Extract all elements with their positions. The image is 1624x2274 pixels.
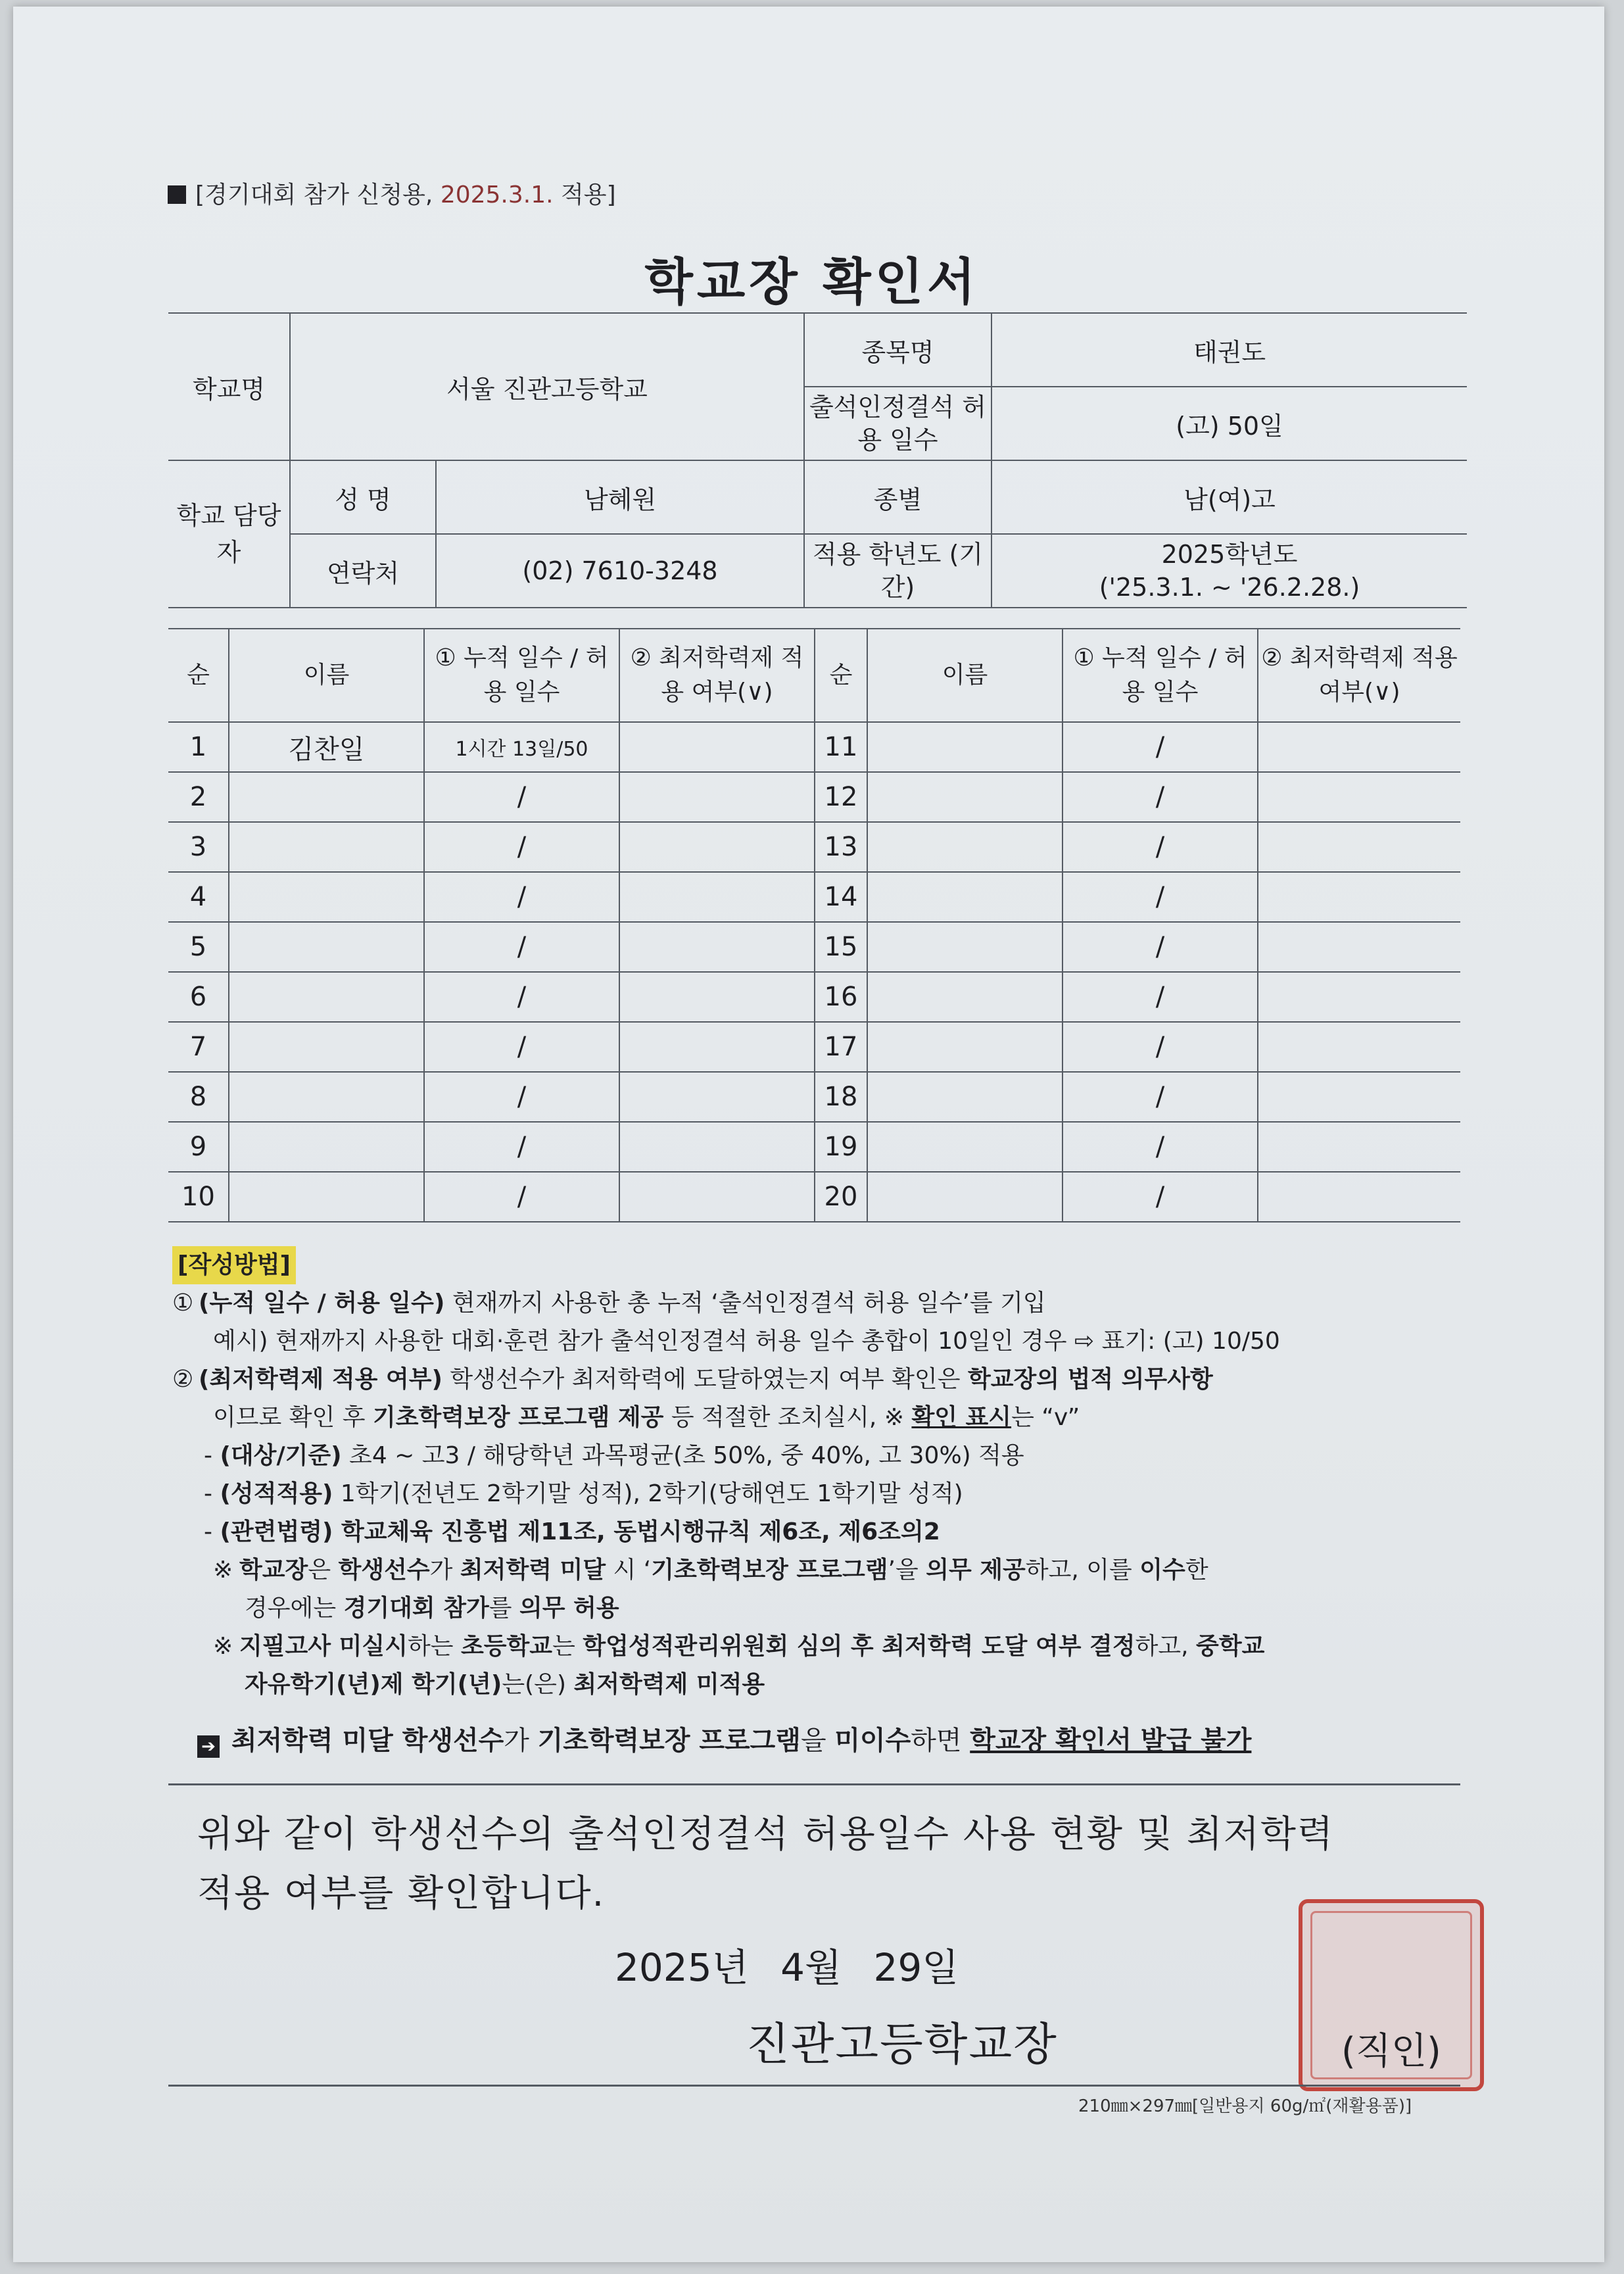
row-no: 11 xyxy=(815,722,867,772)
sport-label: 종목명 xyxy=(804,313,991,387)
row-no: 7 xyxy=(168,1022,229,1072)
row-min xyxy=(1258,1122,1460,1172)
row-days: / xyxy=(1063,1172,1258,1222)
row-name xyxy=(229,1022,424,1072)
row-min xyxy=(1258,1172,1460,1222)
writing-instructions: [작성방법] ① (누적 일수 / 허용 일수) 현재까지 사용한 총 누적 ‘출석인정결석 허용 일수’를 기입 예시) 현재까지 사용한 대회·훈련 참가 출석인정결석 허용 일수 총합이 10일인 경우 ⇨ 표기: (고) 10/50 ② (최저학력제 적용 여부) 학생선수가 최저학력에 도달하였는지 여부 확인은 학교장의 법적 의무사항 이므로 확인 후 기초학력보장 프로그램 제공 등 적절한 조치실시, ※ 확인 표시는 “v” - (대상/기준) 초4 ~ 고3 / 해당학년 과목평균(초 50%, 중 40%, 고 30%) 적용 - (성적적용) 1학기(전년도 2학기말 성적), 2학기(당해연도 1학기말 성적) - (관련법령) 학교체육 진흥법 제11조, 동법시행규칙 제6조, 제6조의2 ※ 학교장은 학생선수가 최저학력 미달 시 ‘기초학력보장 프로그램’을 의무 제공하고, 이를 이수한 경우에는 경기대회 참가를 의무 허용 ※ 지필고사 미실시하는 초등학교는 학업성적관리위원회 심의 후 최저학력 도달 여부 결정하고, 중학교 자유학기(년)제 학기(년)는(은) 최저학력제 미적용 xyxy=(172,1246,1461,1704)
square-bullet-icon xyxy=(168,185,186,204)
row-no: 3 xyxy=(168,822,229,872)
table-row xyxy=(168,872,1460,922)
issue-date: 2025년 4월 29일 xyxy=(615,1945,959,1990)
row-no: 13 xyxy=(815,822,867,872)
row-no: 17 xyxy=(815,1022,867,1072)
table-row xyxy=(168,772,1460,822)
row-no: 2 xyxy=(168,772,229,822)
confirmation-statement: 위와 같이 학생선수의 출석인정결석 허용일수 사용 현황 및 최저학력 적용 여부를 확인합니다. xyxy=(197,1813,1335,1915)
manager-label: 학교 담당자 xyxy=(168,460,290,608)
row-name xyxy=(867,1172,1063,1222)
row-days: / xyxy=(1063,1122,1258,1172)
header-no: 순 xyxy=(815,629,867,722)
header-no: 순 xyxy=(168,629,229,722)
row-name xyxy=(229,772,424,822)
row-min xyxy=(619,722,815,772)
final-notice: ➔ 최저학력 미달 학생선수가 기초학력보장 프로그램을 미이수하면 학교장 확인서 발급 불가 xyxy=(197,1720,1251,1758)
row-days: / xyxy=(424,922,619,972)
arrow-right-icon: ➔ xyxy=(197,1735,220,1758)
table-row xyxy=(168,1172,1460,1222)
header-date: 2025.3.1. xyxy=(440,181,554,208)
row-name xyxy=(229,1172,424,1222)
row-no: 9 xyxy=(168,1122,229,1172)
row-days: / xyxy=(1063,822,1258,872)
divider xyxy=(168,2085,1460,2087)
student-table-header xyxy=(168,629,1460,722)
row-min xyxy=(1258,972,1460,1022)
paper-spec-footer: 210㎜×297㎜[일반용지 60g/㎡(재활용품)] xyxy=(1078,2096,1412,2116)
row-no: 19 xyxy=(815,1122,867,1172)
instructions-tag: [작성방법] xyxy=(172,1246,296,1284)
seal-label: (직인) xyxy=(1341,2030,1441,2073)
row-min xyxy=(619,1072,815,1122)
row-min xyxy=(1258,722,1460,772)
table-row xyxy=(168,722,1460,772)
row-min xyxy=(1258,1072,1460,1122)
row-name xyxy=(229,1072,424,1122)
row-days: / xyxy=(1063,922,1258,972)
row-min xyxy=(619,972,815,1022)
row-no: 8 xyxy=(168,1072,229,1122)
row-name xyxy=(867,772,1063,822)
row-name xyxy=(229,872,424,922)
table-row xyxy=(168,1122,1460,1172)
row-min xyxy=(619,922,815,972)
year-cell xyxy=(991,534,1467,608)
row-days: / xyxy=(1063,972,1258,1022)
header-min-academic: ② 최저학력제 적용 여부(∨) xyxy=(619,629,815,722)
row-days: 1시간 13일/50 xyxy=(424,722,619,772)
row-name xyxy=(867,1022,1063,1072)
row-days: / xyxy=(424,1122,619,1172)
table-row xyxy=(168,922,1460,972)
row-name xyxy=(229,972,424,1022)
row-name xyxy=(867,872,1063,922)
header-name: 이름 xyxy=(229,629,424,722)
row-no: 1 xyxy=(168,722,229,772)
row-no: 14 xyxy=(815,872,867,922)
page-title: 학교장 확인서 xyxy=(644,253,980,311)
table-row xyxy=(168,1072,1460,1122)
row-days: / xyxy=(424,872,619,922)
year-label: 적용 학년도 (기간) xyxy=(804,534,991,608)
table-row xyxy=(168,972,1460,1022)
school-value: 서울 진관고등학교 xyxy=(290,313,804,460)
row-min xyxy=(1258,872,1460,922)
row-name xyxy=(229,822,424,872)
row-name xyxy=(867,722,1063,772)
header-min-academic: ② 최저학력제 적용 여부(∨) xyxy=(1258,629,1460,722)
divider xyxy=(168,1783,1460,1785)
manager-name-value: 남혜원 xyxy=(436,460,804,534)
row-min xyxy=(619,772,815,822)
row-days: / xyxy=(1063,872,1258,922)
row-days: / xyxy=(1063,722,1258,772)
row-name: 김찬일 xyxy=(229,722,424,772)
contact-value: (02) 7610-3248 xyxy=(436,534,804,608)
header-name: 이름 xyxy=(867,629,1063,722)
allow-days-label: 출석인정결석 허용 일수 xyxy=(804,387,991,460)
row-min xyxy=(619,822,815,872)
row-min xyxy=(619,1022,815,1072)
row-min xyxy=(619,872,815,922)
row-min xyxy=(1258,922,1460,972)
row-no: 18 xyxy=(815,1072,867,1122)
table-row xyxy=(168,822,1460,872)
row-min xyxy=(619,1172,815,1222)
header-days: ① 누적 일수 / 허용 일수 xyxy=(1063,629,1258,722)
signer-name: 진관고등학교장 xyxy=(746,2019,1058,2071)
row-no: 20 xyxy=(815,1172,867,1222)
row-min xyxy=(1258,772,1460,822)
row-days: / xyxy=(424,772,619,822)
sport-value: 태권도 xyxy=(991,313,1467,387)
manager-name-label: 성 명 xyxy=(290,460,436,534)
table-row xyxy=(168,1022,1460,1072)
row-no: 5 xyxy=(168,922,229,972)
row-min xyxy=(1258,822,1460,872)
row-days: / xyxy=(424,1072,619,1122)
allow-days-value: (고) 50일 xyxy=(991,387,1467,460)
student-table xyxy=(168,628,1460,1222)
row-name xyxy=(229,1122,424,1172)
year-period: ('25.3.1. ~ '26.2.28.) xyxy=(1099,573,1360,602)
row-no: 16 xyxy=(815,972,867,1022)
contact-label: 연락처 xyxy=(290,534,436,608)
row-no: 15 xyxy=(815,922,867,972)
row-days: / xyxy=(424,972,619,1022)
gender-label: 종별 xyxy=(804,460,991,534)
row-name xyxy=(867,922,1063,972)
school-label: 학교명 xyxy=(168,313,290,460)
header-days: ① 누적 일수 / 허용 일수 xyxy=(424,629,619,722)
row-no: 12 xyxy=(815,772,867,822)
row-no: 4 xyxy=(168,872,229,922)
row-name xyxy=(867,1072,1063,1122)
form-usage-header: [경기대회 참가 신청용, 2025.3.1. 적용] xyxy=(168,176,616,210)
example-line: 예시) 현재까지 사용한 대회·훈련 참가 출석인정결석 허용 일수 총합이 10일인 경우 ⇨ 표기: (고) 10/50 xyxy=(213,1328,1280,1355)
school-info-table xyxy=(168,312,1467,608)
row-name xyxy=(867,972,1063,1022)
year-value: 2025학년도 xyxy=(1161,540,1298,569)
row-no: 10 xyxy=(168,1172,229,1222)
row-name xyxy=(867,1122,1063,1172)
row-min xyxy=(1258,1022,1460,1072)
row-name xyxy=(867,822,1063,872)
row-no: 6 xyxy=(168,972,229,1022)
row-days: / xyxy=(424,1172,619,1222)
row-days: / xyxy=(424,1022,619,1072)
row-days: / xyxy=(424,822,619,872)
gender-value: 남(여)고 xyxy=(991,460,1467,534)
row-days: / xyxy=(1063,1072,1258,1122)
row-days: / xyxy=(1063,772,1258,822)
row-min xyxy=(619,1122,815,1172)
row-days: / xyxy=(1063,1022,1258,1072)
row-name xyxy=(229,922,424,972)
